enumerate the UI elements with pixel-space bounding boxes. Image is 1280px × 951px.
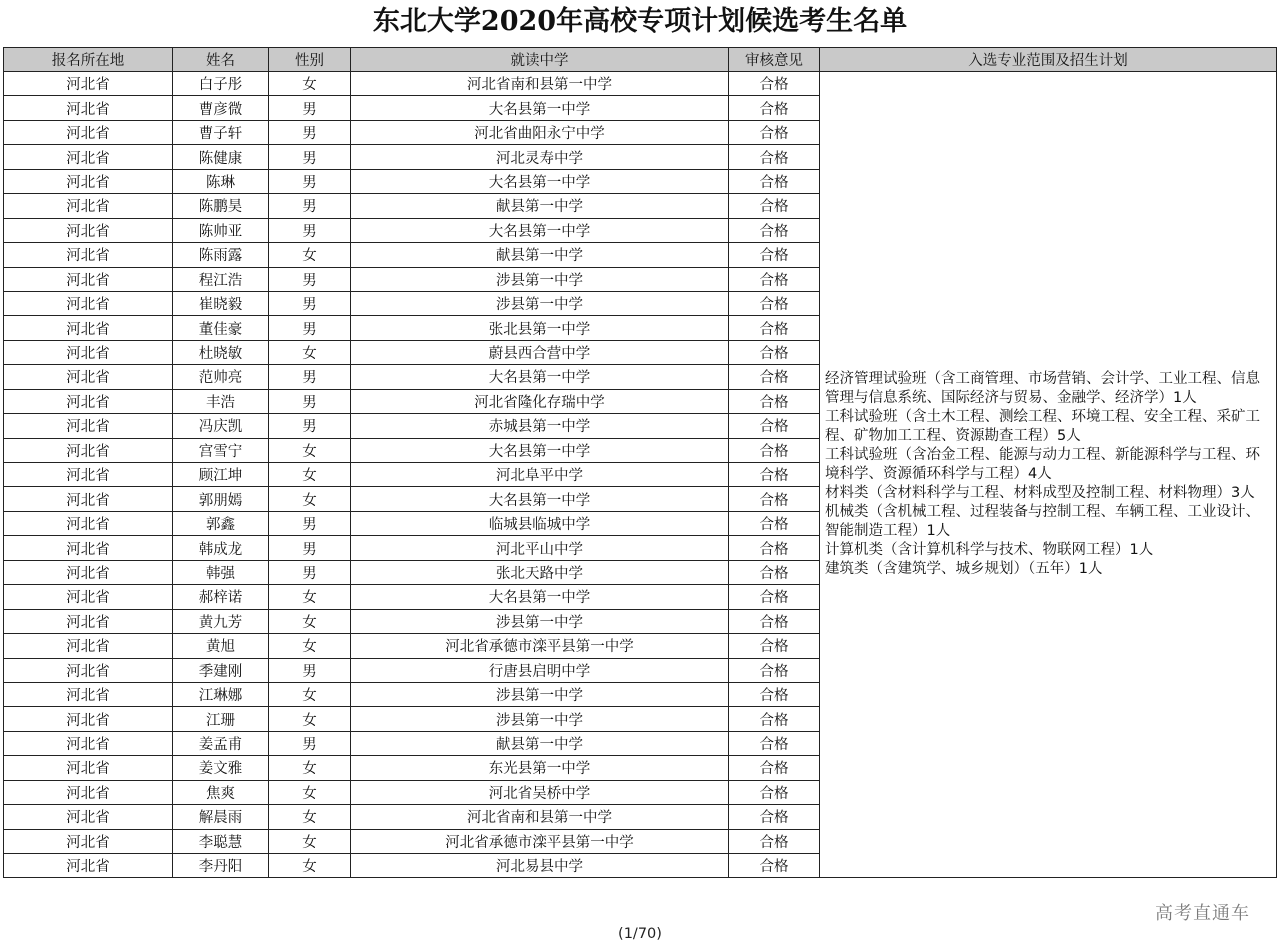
cell-name: 焦爽 xyxy=(173,780,269,804)
cell-school: 河北省承德市滦平县第一中学 xyxy=(351,829,729,853)
cell-region: 河北省 xyxy=(4,389,173,413)
plan-line: 材料类（含材料科学与工程、材料成型及控制工程、材料物理）3人 xyxy=(825,485,1255,502)
cell-name: 郭朋嫣 xyxy=(173,487,269,511)
cell-review: 合格 xyxy=(729,243,820,267)
cell-review: 合格 xyxy=(729,120,820,144)
cell-school: 涉县第一中学 xyxy=(351,682,729,706)
cell-name: 陈帅亚 xyxy=(173,218,269,242)
cell-region: 河北省 xyxy=(4,243,173,267)
cell-region: 河北省 xyxy=(4,731,173,755)
cell-region: 河北省 xyxy=(4,707,173,731)
cell-region: 河北省 xyxy=(4,585,173,609)
cell-review: 合格 xyxy=(729,511,820,535)
cell-gender: 男 xyxy=(269,218,351,242)
column-header-gender: 性别 xyxy=(269,48,351,72)
cell-gender: 女 xyxy=(269,682,351,706)
cell-review: 合格 xyxy=(729,829,820,853)
cell-region: 河北省 xyxy=(4,291,173,315)
plan-line: 工科试验班（含冶金工程、能源与动力工程、新能源科学与工程、环境科学、资源循环科学与工程）4人 xyxy=(825,447,1260,483)
cell-region: 河北省 xyxy=(4,780,173,804)
page-title: 东北大学2020年高校专项计划候选考生名单 xyxy=(372,6,908,37)
cell-review: 合格 xyxy=(729,194,820,218)
cell-region: 河北省 xyxy=(4,169,173,193)
cell-review: 合格 xyxy=(729,145,820,169)
cell-gender: 女 xyxy=(269,487,351,511)
cell-school: 献县第一中学 xyxy=(351,194,729,218)
cell-gender: 男 xyxy=(269,658,351,682)
column-header-region: 报名所在地 xyxy=(4,48,173,72)
cell-name: 顾江坤 xyxy=(173,463,269,487)
table-row xyxy=(4,72,1277,96)
cell-name: 白子彤 xyxy=(173,72,269,96)
cell-review: 合格 xyxy=(729,414,820,438)
cell-review: 合格 xyxy=(729,438,820,462)
cell-gender: 男 xyxy=(269,194,351,218)
cell-region: 河北省 xyxy=(4,72,173,96)
cell-name: 郝梓诺 xyxy=(173,585,269,609)
cell-gender: 女 xyxy=(269,72,351,96)
cell-region: 河北省 xyxy=(4,536,173,560)
cell-gender: 女 xyxy=(269,854,351,878)
plan-line: 计算机类（含计算机科学与技术、物联网工程）1人 xyxy=(825,542,1154,559)
cell-gender: 女 xyxy=(269,829,351,853)
cell-school: 河北省隆化存瑞中学 xyxy=(351,389,729,413)
cell-name: 宫雪宁 xyxy=(173,438,269,462)
cell-school: 河北平山中学 xyxy=(351,536,729,560)
cell-school: 献县第一中学 xyxy=(351,243,729,267)
cell-school: 大名县第一中学 xyxy=(351,169,729,193)
cell-review: 合格 xyxy=(729,854,820,878)
cell-name: 陈鹏昊 xyxy=(173,194,269,218)
cell-school: 河北省吴桥中学 xyxy=(351,780,729,804)
cell-gender: 男 xyxy=(269,169,351,193)
cell-name: 李聪慧 xyxy=(173,829,269,853)
cell-name: 程江浩 xyxy=(173,267,269,291)
cell-region: 河北省 xyxy=(4,96,173,120)
cell-name: 江珊 xyxy=(173,707,269,731)
cell-school: 大名县第一中学 xyxy=(351,365,729,389)
cell-name: 江琳娜 xyxy=(173,682,269,706)
plan-line: 经济管理试验班（含工商管理、市场营销、会计学、工业工程、信息管理与信息系统、国际经济与贸易、金融学、经济学）1人 xyxy=(825,371,1260,407)
cell-school: 大名县第一中学 xyxy=(351,487,729,511)
cell-region: 河北省 xyxy=(4,682,173,706)
cell-gender: 女 xyxy=(269,634,351,658)
cell-review: 合格 xyxy=(729,291,820,315)
cell-region: 河北省 xyxy=(4,414,173,438)
cell-school: 河北省承德市滦平县第一中学 xyxy=(351,634,729,658)
cell-school: 河北易县中学 xyxy=(351,854,729,878)
candidate-table xyxy=(3,47,1277,878)
cell-review: 合格 xyxy=(729,658,820,682)
cell-region: 河北省 xyxy=(4,120,173,144)
cell-name: 范帅亮 xyxy=(173,365,269,389)
cell-school: 行唐县启明中学 xyxy=(351,658,729,682)
cell-name: 杜晓敏 xyxy=(173,340,269,364)
cell-review: 合格 xyxy=(729,169,820,193)
cell-school: 临城县临城中学 xyxy=(351,511,729,535)
column-header-name: 姓名 xyxy=(173,48,269,72)
cell-gender: 男 xyxy=(269,511,351,535)
cell-gender: 女 xyxy=(269,805,351,829)
cell-review: 合格 xyxy=(729,609,820,633)
cell-school: 蔚县西合营中学 xyxy=(351,340,729,364)
cell-gender: 男 xyxy=(269,389,351,413)
table-header-row xyxy=(4,48,1277,72)
cell-school: 河北灵寿中学 xyxy=(351,145,729,169)
cell-gender: 男 xyxy=(269,536,351,560)
cell-review: 合格 xyxy=(729,536,820,560)
cell-region: 河北省 xyxy=(4,463,173,487)
cell-region: 河北省 xyxy=(4,634,173,658)
cell-review: 合格 xyxy=(729,682,820,706)
cell-review: 合格 xyxy=(729,707,820,731)
cell-school: 河北省曲阳永宁中学 xyxy=(351,120,729,144)
cell-review: 合格 xyxy=(729,731,820,755)
cell-school: 大名县第一中学 xyxy=(351,585,729,609)
watermark-text: 高考直通车 xyxy=(1155,903,1250,924)
cell-review: 合格 xyxy=(729,365,820,389)
cell-region: 河北省 xyxy=(4,487,173,511)
cell-name: 崔晓毅 xyxy=(173,291,269,315)
cell-name: 曹彦微 xyxy=(173,96,269,120)
cell-gender: 男 xyxy=(269,560,351,584)
cell-school: 大名县第一中学 xyxy=(351,438,729,462)
cell-school: 大名县第一中学 xyxy=(351,218,729,242)
cell-school: 涉县第一中学 xyxy=(351,707,729,731)
cell-name: 郭鑫 xyxy=(173,511,269,535)
cell-name: 季建刚 xyxy=(173,658,269,682)
cell-name: 陈琳 xyxy=(173,169,269,193)
cell-gender: 女 xyxy=(269,756,351,780)
cell-review: 合格 xyxy=(729,756,820,780)
cell-school: 赤城县第一中学 xyxy=(351,414,729,438)
column-header-school: 就读中学 xyxy=(351,48,729,72)
cell-region: 河北省 xyxy=(4,365,173,389)
cell-gender: 女 xyxy=(269,463,351,487)
cell-region: 河北省 xyxy=(4,218,173,242)
cell-region: 河北省 xyxy=(4,854,173,878)
cell-name: 李丹阳 xyxy=(173,854,269,878)
cell-region: 河北省 xyxy=(4,560,173,584)
cell-name: 董佳豪 xyxy=(173,316,269,340)
cell-school: 涉县第一中学 xyxy=(351,609,729,633)
cell-review: 合格 xyxy=(729,463,820,487)
cell-name: 陈健康 xyxy=(173,145,269,169)
cell-name: 姜文雅 xyxy=(173,756,269,780)
column-header-review: 审核意见 xyxy=(729,48,820,72)
cell-review: 合格 xyxy=(729,72,820,96)
cell-review: 合格 xyxy=(729,560,820,584)
cell-name: 陈雨露 xyxy=(173,243,269,267)
cell-gender: 男 xyxy=(269,291,351,315)
cell-name: 姜孟甫 xyxy=(173,731,269,755)
cell-name: 黄九芳 xyxy=(173,609,269,633)
cell-gender: 男 xyxy=(269,145,351,169)
cell-gender: 男 xyxy=(269,120,351,144)
cell-name: 韩成龙 xyxy=(173,536,269,560)
cell-gender: 男 xyxy=(269,731,351,755)
cell-gender: 女 xyxy=(269,609,351,633)
plan-line: 机械类（含机械工程、过程装备与控制工程、车辆工程、工业设计、智能制造工程）1人 xyxy=(825,504,1260,540)
cell-school: 东光县第一中学 xyxy=(351,756,729,780)
cell-gender: 女 xyxy=(269,780,351,804)
cell-gender: 女 xyxy=(269,707,351,731)
cell-review: 合格 xyxy=(729,316,820,340)
plan-line: 建筑类（含建筑学、城乡规划）（五年）1人 xyxy=(825,561,1103,578)
cell-name: 冯庆凯 xyxy=(173,414,269,438)
cell-review: 合格 xyxy=(729,487,820,511)
cell-review: 合格 xyxy=(729,218,820,242)
cell-region: 河北省 xyxy=(4,316,173,340)
cell-region: 河北省 xyxy=(4,805,173,829)
cell-school: 张北天路中学 xyxy=(351,560,729,584)
cell-region: 河北省 xyxy=(4,511,173,535)
cell-gender: 男 xyxy=(269,316,351,340)
cell-gender: 女 xyxy=(269,243,351,267)
cell-name: 曹子轩 xyxy=(173,120,269,144)
cell-gender: 男 xyxy=(269,365,351,389)
cell-gender: 女 xyxy=(269,585,351,609)
cell-region: 河北省 xyxy=(4,829,173,853)
cell-gender: 女 xyxy=(269,340,351,364)
cell-region: 河北省 xyxy=(4,438,173,462)
column-header-plan: 入选专业范围及招生计划 xyxy=(820,48,1277,72)
cell-review: 合格 xyxy=(729,267,820,291)
cell-gender: 男 xyxy=(269,267,351,291)
cell-school: 河北省南和县第一中学 xyxy=(351,805,729,829)
table-body xyxy=(4,72,1277,878)
cell-school: 涉县第一中学 xyxy=(351,267,729,291)
cell-review: 合格 xyxy=(729,340,820,364)
plan-line: 工科试验班（含土木工程、测绘工程、环境工程、安全工程、采矿工程、矿物加工工程、资源勘查工程）5人 xyxy=(825,409,1260,445)
cell-name: 韩强 xyxy=(173,560,269,584)
cell-region: 河北省 xyxy=(4,756,173,780)
cell-name: 黄旭 xyxy=(173,634,269,658)
page-indicator: (1/70) xyxy=(618,926,662,942)
cell-region: 河北省 xyxy=(4,658,173,682)
enrollment-plan-cell xyxy=(820,72,1277,878)
cell-region: 河北省 xyxy=(4,609,173,633)
cell-review: 合格 xyxy=(729,389,820,413)
cell-review: 合格 xyxy=(729,96,820,120)
cell-school: 张北县第一中学 xyxy=(351,316,729,340)
cell-gender: 女 xyxy=(269,438,351,462)
cell-name: 丰浩 xyxy=(173,389,269,413)
cell-school: 涉县第一中学 xyxy=(351,291,729,315)
cell-review: 合格 xyxy=(729,805,820,829)
cell-region: 河北省 xyxy=(4,267,173,291)
cell-region: 河北省 xyxy=(4,145,173,169)
cell-school: 河北阜平中学 xyxy=(351,463,729,487)
cell-gender: 男 xyxy=(269,414,351,438)
cell-region: 河北省 xyxy=(4,340,173,364)
cell-review: 合格 xyxy=(729,780,820,804)
cell-review: 合格 xyxy=(729,585,820,609)
cell-name: 解晨雨 xyxy=(173,805,269,829)
cell-school: 河北省南和县第一中学 xyxy=(351,72,729,96)
cell-gender: 男 xyxy=(269,96,351,120)
cell-review: 合格 xyxy=(729,634,820,658)
cell-region: 河北省 xyxy=(4,194,173,218)
cell-school: 大名县第一中学 xyxy=(351,96,729,120)
cell-school: 献县第一中学 xyxy=(351,731,729,755)
